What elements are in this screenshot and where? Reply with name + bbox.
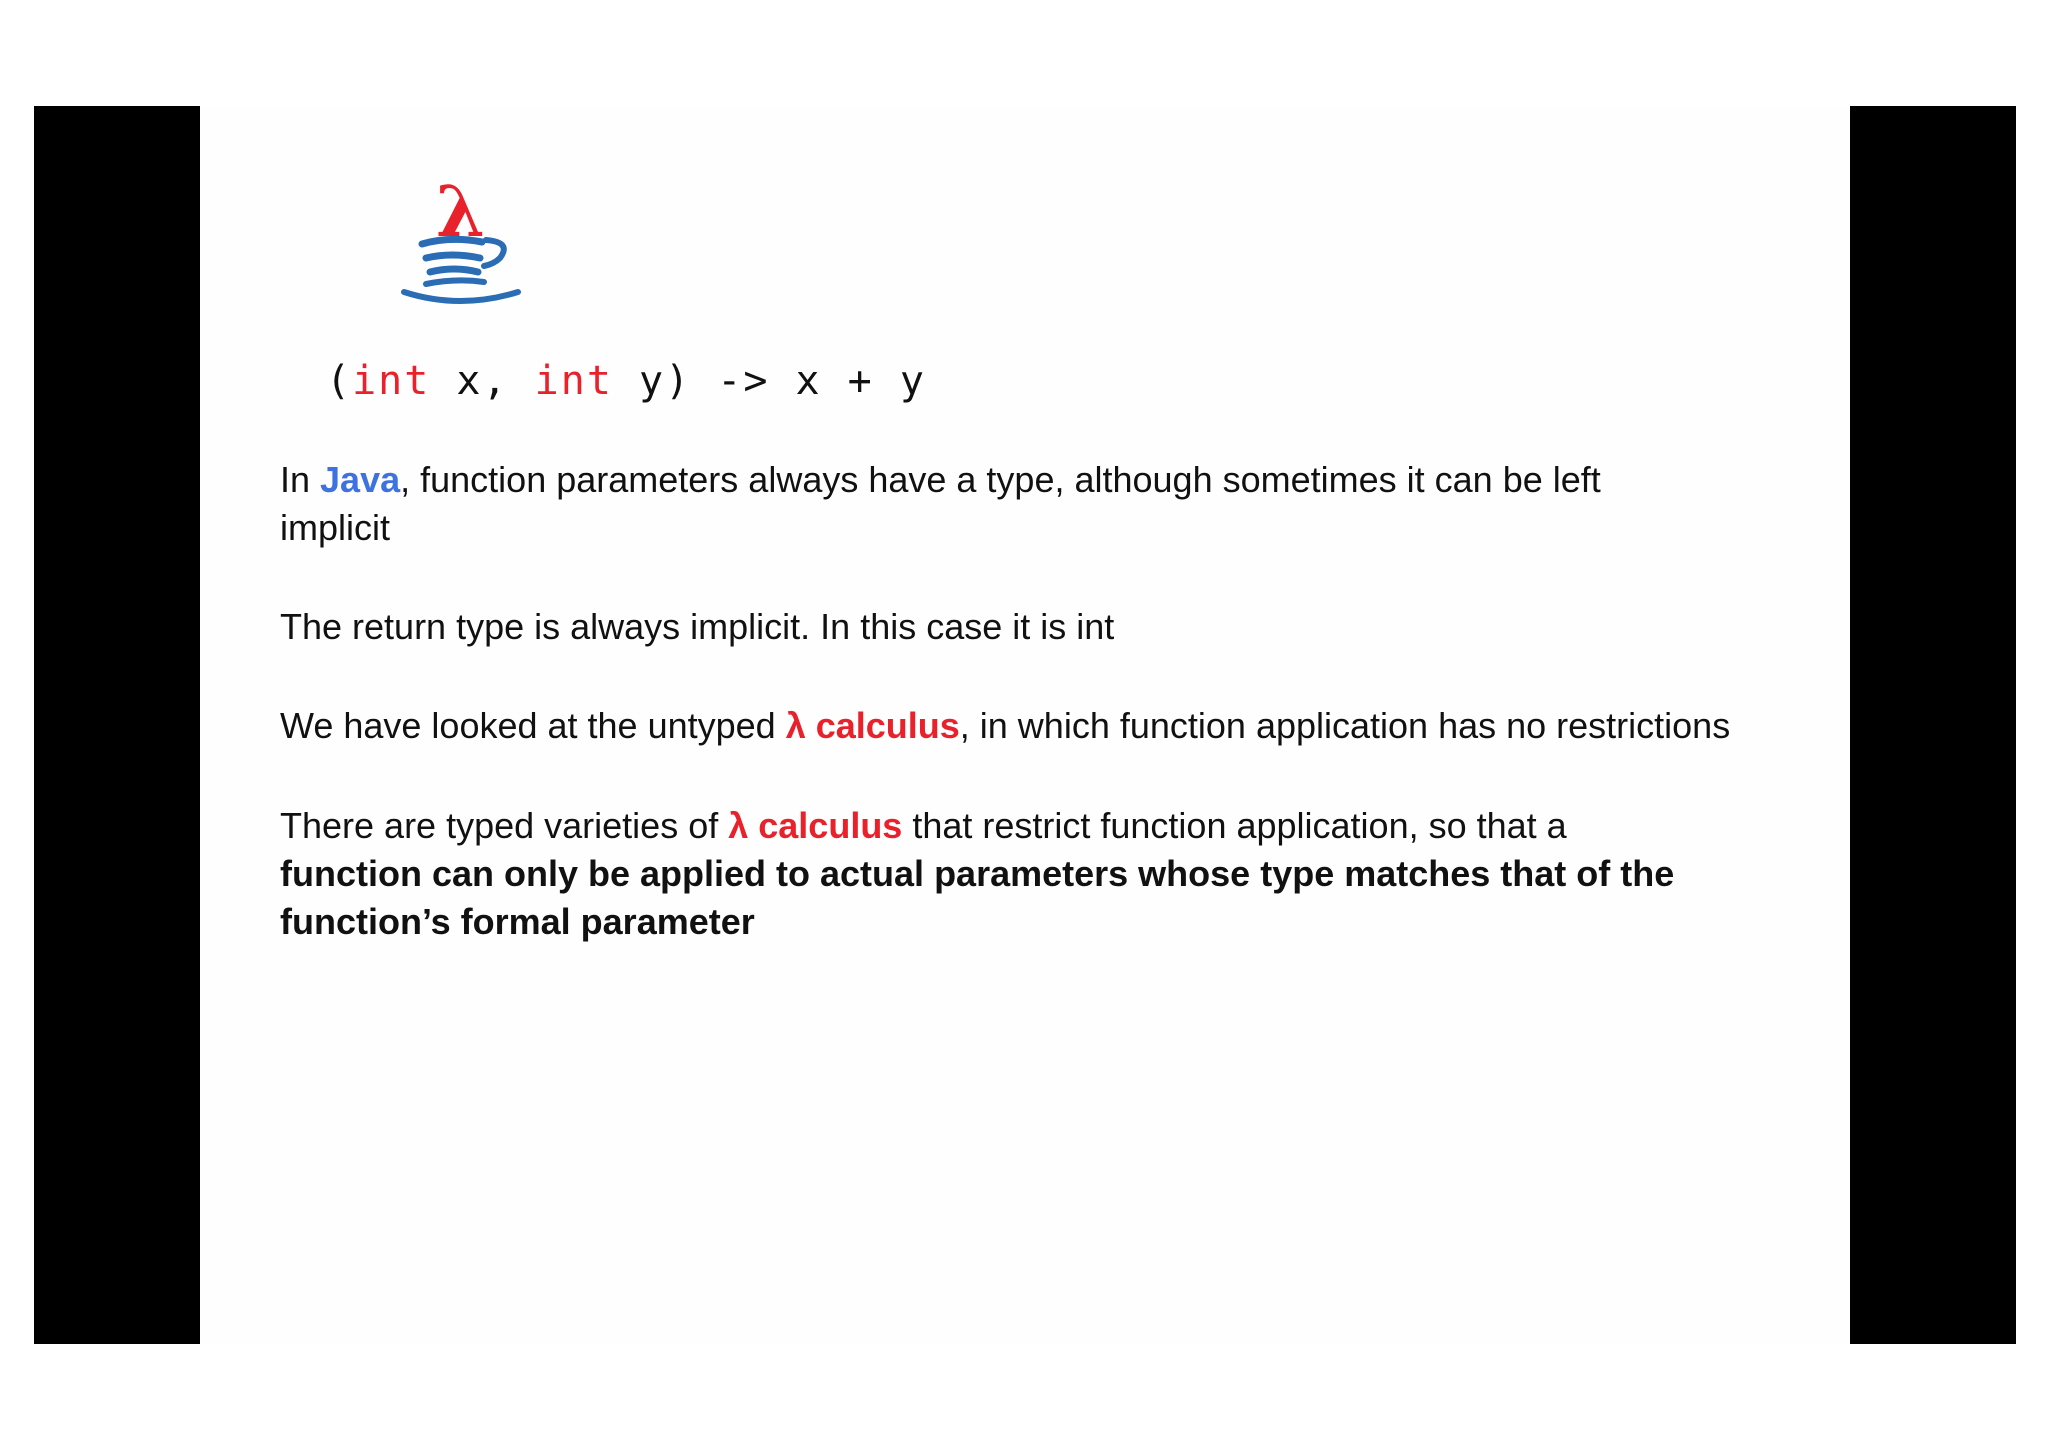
right-black-bar [1850,106,2016,1344]
java-lambda-logo-icon [400,174,524,310]
code-rest: y) -> x + y [612,358,926,404]
p4-mid: that restrict function application, so that a [902,805,1567,846]
left-black-bar [34,106,200,1344]
p4-bold-statement: function can only be applied to actual parameters whose type matches that of the function’s formal parameter [280,853,1675,942]
code-open-paren: ( [326,358,353,404]
code-keyword-int: int [534,358,613,404]
code-keyword-int: int [352,358,431,404]
lambda-code-example [326,358,926,404]
lambda-glyph: λ [436,174,486,253]
p1-post: , function parameters always have a type, although sometimes it can be left implicit [280,459,1601,548]
paragraph-typed-lambda [280,802,1700,946]
code-param-x: x, [430,358,535,404]
p3-post: , in which function application has no restrictions [959,705,1731,746]
p1-pre: In [280,459,321,500]
lambda-calculus-highlight: λ calculus [785,705,960,746]
lambda-calculus-highlight: λ calculus [728,805,903,846]
p3-pre: We have looked at the untyped [280,705,786,746]
java-highlight: Java [320,459,401,500]
paragraph-java-parameters [280,456,1650,552]
paragraph-untyped-lambda [280,702,1840,750]
p4-pre: There are typed varieties of [280,805,729,846]
paragraph-return-type: The return type is always implicit. In this case it is int [280,606,1115,647]
